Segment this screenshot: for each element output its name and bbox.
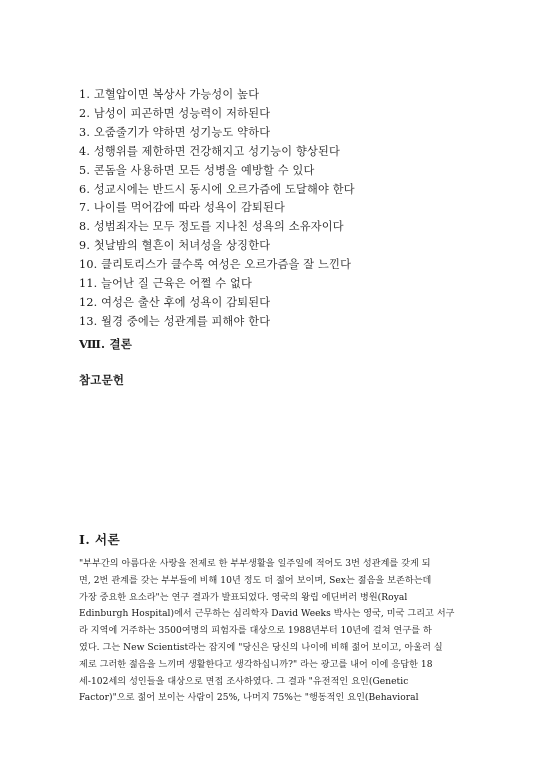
body-line: 제로 그러한 젊음을 느끼며 생활한다고 생각하십니까?" 라는 광고를 내어 이에 응답한 18	[79, 659, 433, 670]
toc-item: 8. 성범죄자는 모두 정도를 지나친 성욕의 소유자이다	[79, 220, 344, 234]
intro-section-title: Ⅰ. 서론	[79, 532, 121, 547]
toc-item: 6. 성교시에는 반드시 동시에 오르가즘에 도달해야 한다	[79, 182, 355, 196]
body-line: Factor)"으로 젊어 보이는 사람이 25%, 나머지 75%는 "행동적인 요인(Behavioral	[79, 693, 419, 704]
toc-item: 1. 고혈압이면 복상사 가능성이 높다	[79, 88, 260, 101]
toc-item: 7. 나이를 먹어감에 따라 성욕이 감퇴된다	[79, 201, 285, 215]
table-of-contents	[79, 86, 499, 332]
toc-item: 4. 성행위를 제한하면 건강해지고 성기능이 향상된다	[79, 144, 341, 158]
toc-item: 9. 첫날밤의 혈흔이 처녀성을 상징한다	[79, 239, 271, 253]
toc-item: 2. 남성이 피곤하면 성능력이 저하된다	[79, 106, 271, 120]
body-line: 세-102세의 성인들을 대상으로 면접 조사하였다. 그 결과 "유전적인 요인(Genetic	[79, 676, 409, 687]
toc-item: 13. 월경 중에는 성관계를 피해야 한다	[79, 314, 271, 328]
body-line: 라 지역에 거주하는 3500여명의 피험자를 대상으로 1988년부터 10년에 걸쳐 연구를 하	[79, 626, 432, 637]
body-line: 였다. 그는 New Scientist라는 잡지에 "당신은 당신의 나이에 비해 젊어 보이고, 아울러 실	[79, 642, 443, 653]
body-line: 면, 2번 관계를 갖는 부부들에 비해 10년 정도 더 젊어 보이며, Sex는 젊음을 보존하는데	[79, 575, 432, 586]
toc-item: 3. 오줌줄기가 약하면 성기능도 약하다	[79, 125, 271, 139]
toc-references-heading: 참고문헌	[79, 373, 125, 387]
toc-conclusion-heading: Ⅷ. 결론	[79, 337, 133, 351]
toc-item: 12. 여성은 출산 후에 성욕이 감퇴된다	[79, 295, 271, 309]
toc-item: 11. 늘어난 질 근육은 어쩔 수 없다	[79, 277, 253, 291]
body-line: "부부간의 아름다운 사랑을 전제로 한 부부생활을 일주일에 적어도 3번 성관계를 갖게 되	[79, 559, 431, 569]
body-line: Edinburgh Hospital)에서 근무하는 심리학자 David Weeks 박사는 영국, 미국 그리고 서구	[79, 609, 455, 620]
toc-item: 10. 클리토리스가 클수록 여성은 오르가즘을 잘 느낀다	[79, 258, 352, 272]
toc-item: 5. 콘돔을 사용하면 모든 성병을 예방할 수 있다	[79, 163, 315, 177]
intro-body-text	[79, 556, 471, 707]
body-line: 가장 중요한 요소라"는 연구 결과가 발표되었다. 영국의 왕립 에딘버러 병원(Royal	[79, 592, 408, 603]
